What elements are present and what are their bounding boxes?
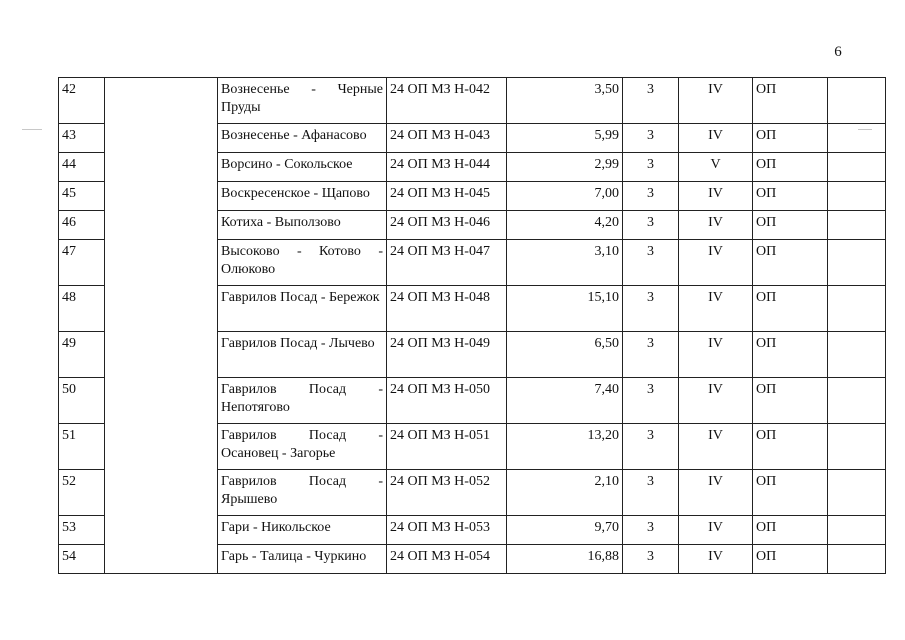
road-code: 24 ОП МЗ Н-046 — [387, 211, 507, 240]
empty-cell — [828, 182, 886, 211]
road-significance: ОП — [753, 516, 828, 545]
road-code: 24 ОП МЗ Н-054 — [387, 545, 507, 574]
road-name: Котиха - Выползово — [218, 211, 387, 240]
road-name: Гаврилов Посад - Осановец - Загорье — [218, 424, 387, 470]
road-length: 15,10 — [507, 286, 623, 332]
road-code: 24 ОП МЗ Н-049 — [387, 332, 507, 378]
row-number: 54 — [59, 545, 105, 574]
empty-cell — [828, 211, 886, 240]
row-number: 45 — [59, 182, 105, 211]
row-number: 50 — [59, 378, 105, 424]
empty-cell — [828, 78, 886, 124]
road-length: 6,50 — [507, 332, 623, 378]
road-category: 3 — [623, 78, 679, 124]
road-length: 16,88 — [507, 545, 623, 574]
row-number: 48 — [59, 286, 105, 332]
road-significance: ОП — [753, 211, 828, 240]
road-class: IV — [679, 545, 753, 574]
empty-cell — [828, 124, 886, 153]
empty-cell — [828, 240, 886, 286]
road-significance: ОП — [753, 286, 828, 332]
road-name: Воскресенское - Щапово — [218, 182, 387, 211]
road-length: 2,10 — [507, 470, 623, 516]
road-code: 24 ОП МЗ Н-044 — [387, 153, 507, 182]
road-length: 4,20 — [507, 211, 623, 240]
row-number: 43 — [59, 124, 105, 153]
road-class: V — [679, 153, 753, 182]
road-category: 3 — [623, 378, 679, 424]
road-significance: ОП — [753, 78, 828, 124]
row-number: 42 — [59, 78, 105, 124]
road-length: 13,20 — [507, 424, 623, 470]
empty-cell — [828, 424, 886, 470]
road-name: Гарь - Талица - Чуркино — [218, 545, 387, 574]
road-class: IV — [679, 211, 753, 240]
road-class: IV — [679, 378, 753, 424]
road-name: Гаврилов Посад - Непотягово — [218, 378, 387, 424]
road-name: Гаврилов Посад - Ярышево — [218, 470, 387, 516]
road-class: IV — [679, 240, 753, 286]
road-name: Гаврилов Посад - Бережок — [218, 286, 387, 332]
road-class: IV — [679, 516, 753, 545]
road-category: 3 — [623, 545, 679, 574]
road-class: IV — [679, 286, 753, 332]
road-class: IV — [679, 332, 753, 378]
road-category: 3 — [623, 516, 679, 545]
road-code: 24 ОП МЗ Н-051 — [387, 424, 507, 470]
road-class: IV — [679, 124, 753, 153]
row-number: 52 — [59, 470, 105, 516]
road-code: 24 ОП МЗ Н-050 — [387, 378, 507, 424]
road-category: 3 — [623, 470, 679, 516]
road-significance: ОП — [753, 424, 828, 470]
road-code: 24 ОП МЗ Н-052 — [387, 470, 507, 516]
road-significance: ОП — [753, 545, 828, 574]
road-code: 24 ОП МЗ Н-053 — [387, 516, 507, 545]
road-length: 3,10 — [507, 240, 623, 286]
road-class: IV — [679, 78, 753, 124]
road-length: 7,00 — [507, 182, 623, 211]
road-length: 5,99 — [507, 124, 623, 153]
road-name: Гаврилов Посад - Лычево — [218, 332, 387, 378]
empty-cell — [828, 378, 886, 424]
road-significance: ОП — [753, 378, 828, 424]
road-code: 24 ОП МЗ Н-045 — [387, 182, 507, 211]
road-code: 24 ОП МЗ Н-047 — [387, 240, 507, 286]
row-number: 47 — [59, 240, 105, 286]
empty-cell — [828, 332, 886, 378]
road-significance: ОП — [753, 470, 828, 516]
road-significance: ОП — [753, 240, 828, 286]
road-category: 3 — [623, 424, 679, 470]
road-name: Гари - Никольское — [218, 516, 387, 545]
road-category: 3 — [623, 240, 679, 286]
road-code: 24 ОП МЗ Н-048 — [387, 286, 507, 332]
road-name: Вознесенье - Черные Пруды — [218, 78, 387, 124]
road-significance: ОП — [753, 182, 828, 211]
empty-cell — [828, 516, 886, 545]
road-name: Ворсино - Сокольское — [218, 153, 387, 182]
empty-cell — [828, 545, 886, 574]
row-number: 46 — [59, 211, 105, 240]
road-name: Вознесенье - Афанасово — [218, 124, 387, 153]
road-length: 2,99 — [507, 153, 623, 182]
road-category: 3 — [623, 124, 679, 153]
row-number: 49 — [59, 332, 105, 378]
road-length: 7,40 — [507, 378, 623, 424]
road-class: IV — [679, 182, 753, 211]
road-significance: ОП — [753, 153, 828, 182]
road-class: IV — [679, 470, 753, 516]
road-name: Высоково - Котово - Олюково — [218, 240, 387, 286]
road-category: 3 — [623, 286, 679, 332]
road-class: IV — [679, 424, 753, 470]
row-number: 53 — [59, 516, 105, 545]
road-code: 24 ОП МЗ Н-043 — [387, 124, 507, 153]
page-number: 6 — [834, 44, 842, 60]
table-row — [59, 78, 886, 124]
row-number: 44 — [59, 153, 105, 182]
road-code: 24 ОП МЗ Н-042 — [387, 78, 507, 124]
scan-mark-left — [22, 129, 42, 130]
merged-blank-cell — [105, 78, 218, 574]
road-category: 3 — [623, 182, 679, 211]
road-category: 3 — [623, 153, 679, 182]
road-category: 3 — [623, 332, 679, 378]
empty-cell — [828, 286, 886, 332]
empty-cell — [828, 153, 886, 182]
road-length: 3,50 — [507, 78, 623, 124]
road-significance: ОП — [753, 332, 828, 378]
row-number: 51 — [59, 424, 105, 470]
roads-table — [58, 77, 886, 574]
empty-cell — [828, 470, 886, 516]
road-category: 3 — [623, 211, 679, 240]
road-length: 9,70 — [507, 516, 623, 545]
road-significance: ОП — [753, 124, 828, 153]
